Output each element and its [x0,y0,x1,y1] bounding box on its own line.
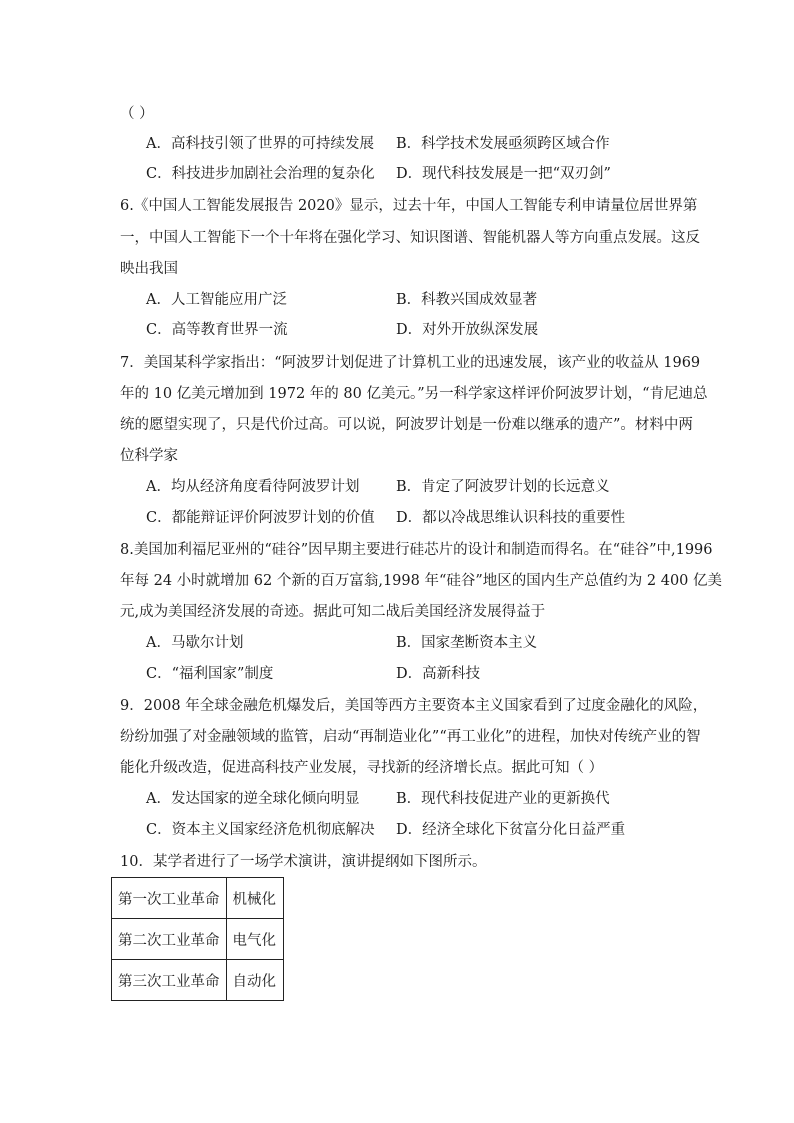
q9-stem-line-3: 能化升级改造，促进高科技产业发展，寻找新的经济增长点。据此可知（ ） [120,760,604,776]
q8-stem-line-1: 8.美国加利福尼亚州的“硅谷”因早期主要进行硅芯片的设计和制造而得名。在“硅谷”中,1996 [120,542,713,558]
q9-option-a[interactable]: A．发达国家的逆全球化倾向明显 [146,791,360,807]
q6-option-c[interactable]: C．高等教育世界一流 [146,322,288,338]
q5-answer-paren: （ ） [120,106,154,122]
q6-option-d[interactable]: D．对外开放纵深发展 [396,322,539,338]
table-cell: 电气化 [226,919,283,960]
q7-option-c[interactable]: C．都能辩证评价阿波罗计划的价值 [146,510,375,526]
q5-option-a[interactable]: A．高科技引领了世界的可持续发展 [146,136,374,152]
table-cell: 第一次工业革命 [112,878,227,919]
q7-stem-line-4: 位科学家 [120,448,178,464]
q9-option-d[interactable]: D．经济全球化下贫富分化日益严重 [396,822,626,838]
q7-stem-line-2: 年的 10 亿美元增加到 1972 年的 80 亿美元。”另一科学家这样评价阿波罗计划，“肯尼迪总 [120,386,708,402]
table-row [112,960,284,1001]
q5-option-c[interactable]: C．科技进步加剧社会治理的复杂化 [146,166,375,182]
q6-stem-line-3: 映出我国 [120,261,178,277]
q8-option-d[interactable]: D．高新科技 [396,666,481,682]
q9-stem-line-1: 9．2008 年全球金融危机爆发后，美国等西方主要资本主义国家看到了过度金融化的风险， [120,698,708,714]
q6-stem-line-2: 一，中国人工智能下一个十年将在强化学习、知识图谱、智能机器人等方向重点发展。这反 [120,230,700,246]
q8-option-a[interactable]: A．马歇尔计划 [146,635,244,651]
lecture-outline-table [111,877,284,1001]
q5-option-d[interactable]: D．现代科技发展是一把“双刃剑” [396,166,611,182]
q8-stem-line-2: 年每 24 小时就增加 62 个新的百万富翁,1998 年“硅谷”地区的国内生产总值约为 2 400 亿美 [120,573,723,589]
q10-stem-line-1: 10．某学者进行了一场学术演讲，演讲提纲如下图所示。 [120,854,487,870]
q8-option-b[interactable]: B．国家垄断资本主义 [396,635,538,651]
table-cell: 自动化 [226,960,283,1001]
q9-option-c[interactable]: C．资本主义国家经济危机彻底解决 [146,822,375,838]
q5-option-b[interactable]: B．科学技术发展亟须跨区域合作 [396,136,610,152]
table-cell: 第三次工业革命 [112,960,227,1001]
q7-option-b[interactable]: B．肯定了阿波罗计划的长远意义 [396,479,610,495]
q9-option-b[interactable]: B．现代科技促进产业的更新换代 [396,791,610,807]
q6-option-a[interactable]: A．人工智能应用广泛 [146,292,287,308]
q6-stem-line-1: 6.《中国人工智能发展报告 2020》显示，过去十年，中国人工智能专利申请量位居世界第 [120,198,698,214]
table-cell: 机械化 [226,878,283,919]
q8-option-c[interactable]: C．“福利国家”制度 [146,666,274,682]
q8-stem-line-3: 元,成为美国经济发展的奇迹。据此可知二战后美国经济发展得益于 [120,604,546,620]
table-row [112,878,284,919]
q7-stem-line-1: 7．美国某科学家指出：“阿波罗计划促进了计算机工业的迅速发展，该产业的收益从 1969 [120,355,701,371]
table-cell: 第二次工业革命 [112,919,227,960]
q6-option-b[interactable]: B．科教兴国成效显著 [396,292,538,308]
table-row [112,919,284,960]
q7-option-a[interactable]: A．均从经济角度看待阿波罗计划 [146,479,360,495]
q9-stem-line-2: 纷纷加强了对金融领域的监管，启动“再制造业化”“再工业化”的进程，加快对传统产业的智 [120,729,701,745]
q7-stem-line-3: 统的愿望实现了，只是代价过高。可以说，阿波罗计划是一份难以继承的遗产”。材料中两 [120,417,693,433]
q7-option-d[interactable]: D．都以冷战思维认识科技的重要性 [396,510,626,526]
